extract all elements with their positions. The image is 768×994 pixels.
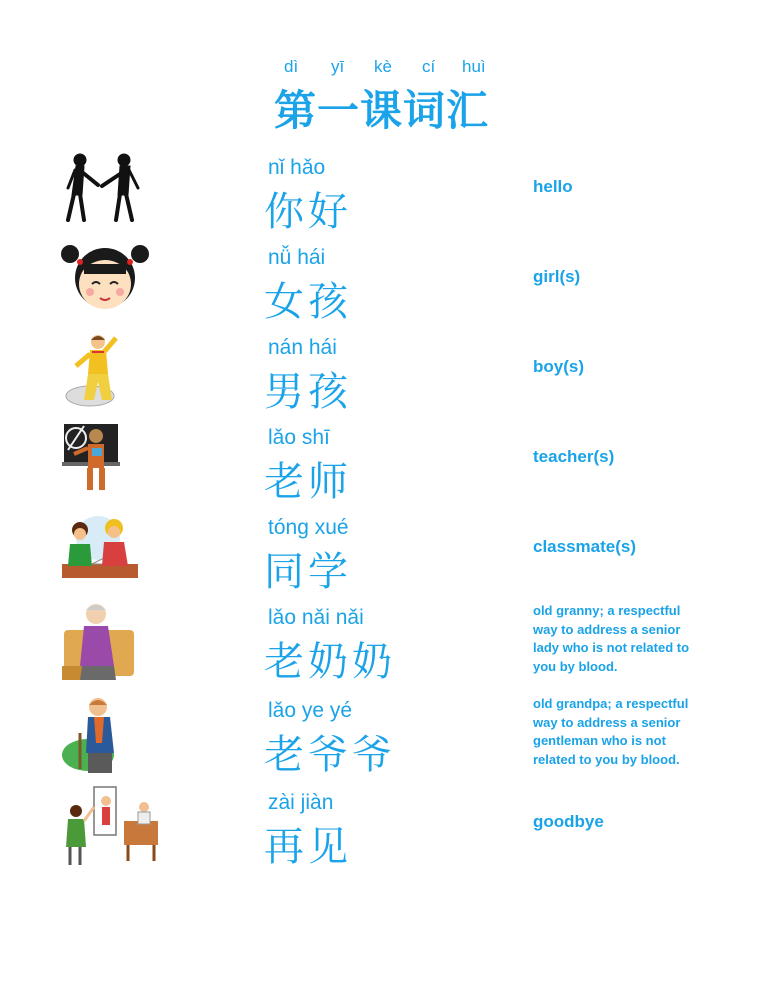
word-hanzi: 男孩 <box>264 369 352 415</box>
boy-icon <box>58 330 168 410</box>
word-pinyin: lǎo ye yé <box>268 699 353 722</box>
word-english: classmate(s) <box>533 537 637 556</box>
vocab-row-classmates <box>0 510 768 600</box>
teacher-icon <box>58 420 168 500</box>
grandpa-icon <box>58 693 168 773</box>
handshake-icon <box>58 150 168 230</box>
vocab-row-teacher <box>0 420 768 510</box>
title-pinyin-syllable: cí <box>422 57 436 76</box>
title-pinyin-syllable: kè <box>374 57 392 76</box>
word-pinyin: zài jiàn <box>268 791 334 814</box>
word-pinyin: tóng xué <box>268 516 349 539</box>
word-hanzi: 你好 <box>264 189 352 235</box>
goodbye-icon <box>58 785 168 865</box>
word-pinyin: lǎo nǎi nǎi <box>268 606 364 629</box>
word-pinyin: nán hái <box>268 336 337 359</box>
word-english: boy(s) <box>533 357 584 376</box>
page-title: 第一课词汇 <box>274 86 490 135</box>
word-pinyin: nǚ hái <box>268 246 326 269</box>
title-pinyin-syllable: dì <box>284 57 299 76</box>
word-english: old granny; a respectful way to address a senior lady who is not related to you by blood. <box>533 603 690 674</box>
word-english: old grandpa; a respectful way to address a senior gentleman who is not related to you by blood. <box>533 696 689 767</box>
word-hanzi: 老爷爷 <box>264 732 396 778</box>
word-pinyin: lǎo shī <box>268 426 330 449</box>
word-hanzi: 老师 <box>264 459 352 505</box>
word-english: goodbye <box>533 812 604 831</box>
vocab-row-girl <box>0 240 768 330</box>
vocab-row-grandpa <box>0 693 768 783</box>
word-pinyin: nǐ hǎo <box>268 156 326 179</box>
title-pinyin-syllable: huì <box>462 57 486 76</box>
word-english: hello <box>533 177 573 196</box>
word-hanzi: 同学 <box>264 549 352 595</box>
granny-icon <box>58 600 168 680</box>
vocab-row-goodbye <box>0 785 768 875</box>
girl-icon <box>58 240 168 320</box>
vocab-row-granny <box>0 600 768 690</box>
word-english: teacher(s) <box>533 447 615 466</box>
vocab-row-hello <box>0 150 768 240</box>
title-pinyin-syllable: yī <box>331 57 345 76</box>
word-hanzi: 女孩 <box>264 279 352 325</box>
word-hanzi: 再见 <box>264 824 352 870</box>
word-english: girl(s) <box>533 267 581 286</box>
classmates-icon <box>58 510 168 590</box>
vocab-row-boy <box>0 330 768 420</box>
word-hanzi: 老奶奶 <box>264 639 396 685</box>
